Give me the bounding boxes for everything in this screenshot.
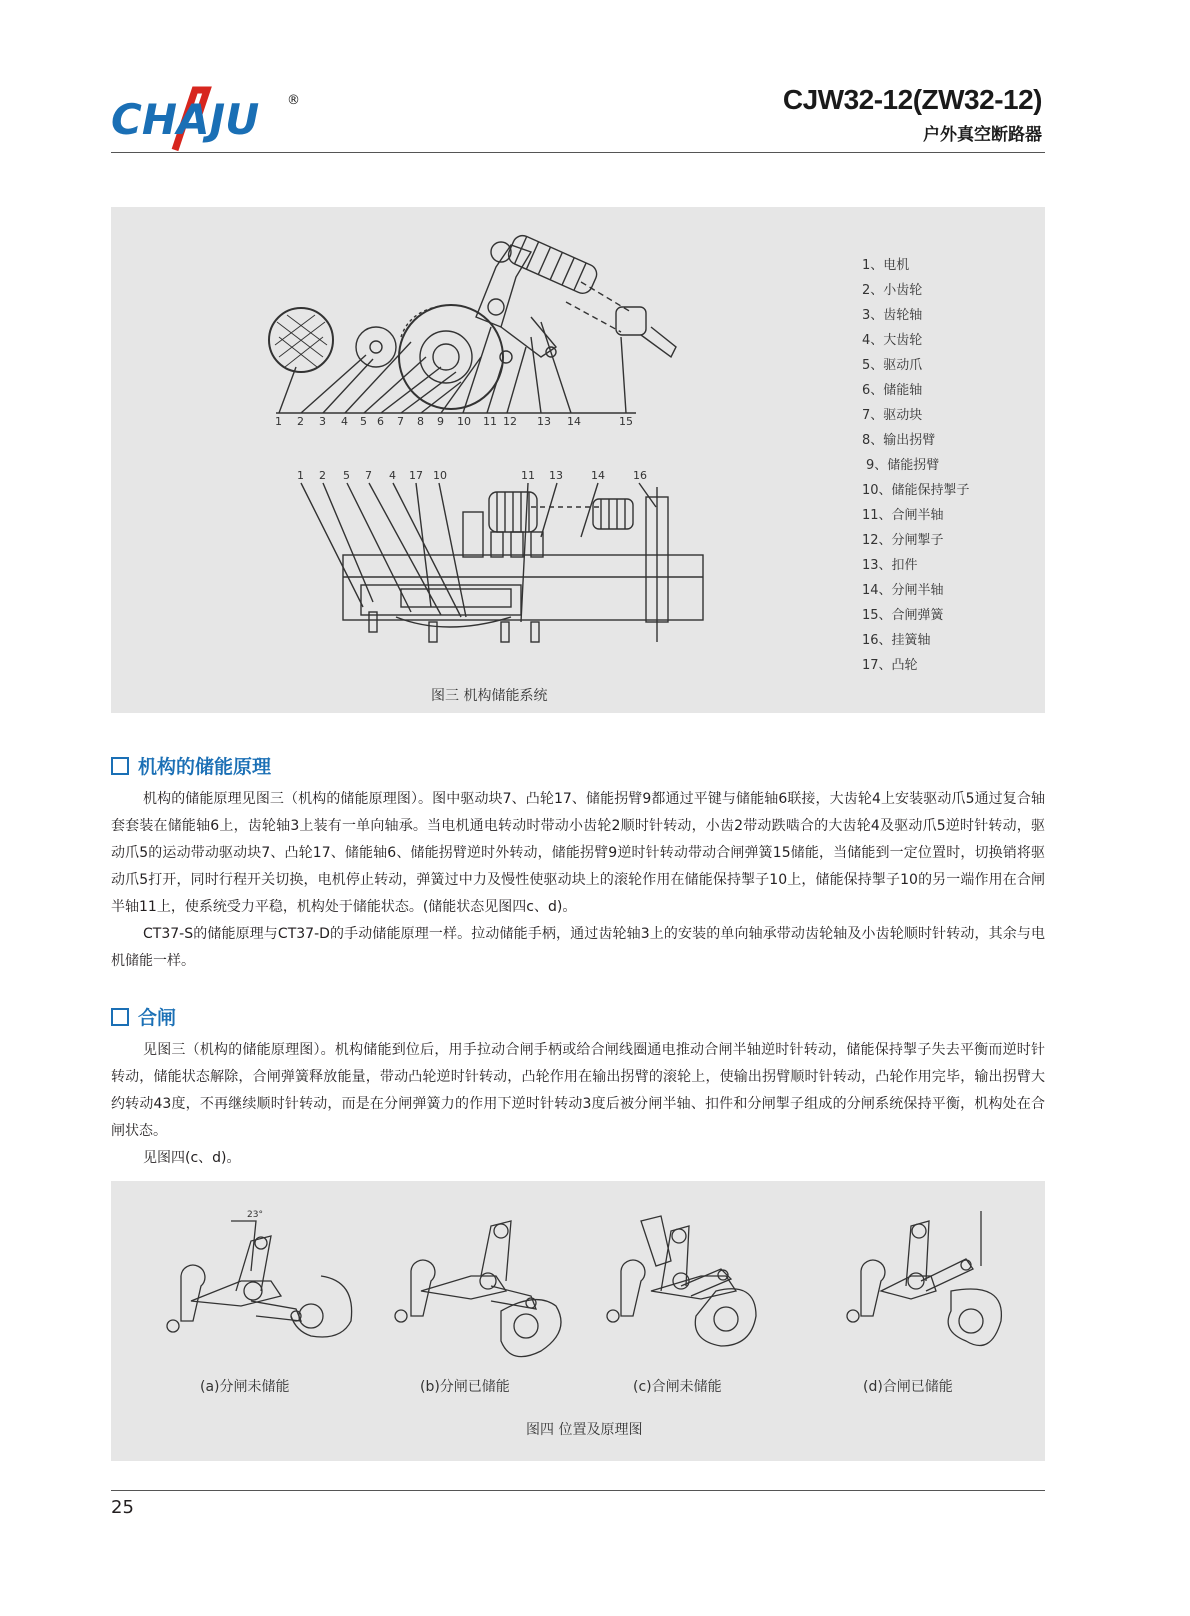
paragraph: CT37-S的储能原理与CT37-D的手动储能原理一样。拉动储能手柄，通过齿轮轴3上的安装的单向轴承带动齿轮轴及小齿轮顺时针转动，其余与电机储能一样。 bbox=[111, 926, 1045, 969]
legend-item: 16、挂簧轴 bbox=[862, 633, 931, 648]
fig3-top-callout: 10 bbox=[457, 415, 471, 428]
fig3-bottom-callout: 2 bbox=[319, 469, 326, 482]
page-number: 25 bbox=[111, 1497, 134, 1518]
fig3-top-callout: 12 bbox=[503, 415, 517, 428]
fig3-bottom-callout: 17 bbox=[409, 469, 423, 482]
fig3-top-callout: 6 bbox=[377, 415, 384, 428]
figure4-subcaption: (c)合闸未储能 bbox=[633, 1379, 722, 1395]
fig3-bottom-callout: 1 bbox=[297, 469, 304, 482]
legend-item: 8、输出拐臂 bbox=[862, 433, 936, 448]
fig3-top-callout: 15 bbox=[619, 415, 633, 428]
section-heading-closing bbox=[111, 1003, 176, 1030]
legend-item: 7、驱动块 bbox=[862, 408, 923, 423]
legend-item: 3、齿轮轴 bbox=[862, 308, 923, 323]
footer-divider bbox=[111, 1490, 1045, 1491]
square-bullet-icon bbox=[111, 757, 129, 775]
diagram-c bbox=[607, 1216, 756, 1346]
fig3-top-callout: 5 bbox=[360, 415, 367, 428]
section-heading-energy-storage bbox=[111, 752, 271, 779]
angle-label: 23° bbox=[247, 1210, 263, 1220]
legend-item: 13、扣件 bbox=[862, 558, 918, 573]
fig3-bottom-callout: 13 bbox=[549, 469, 563, 482]
fig3-bottom-callout: 4 bbox=[389, 469, 396, 482]
figure4-subcaption: (b)分闸已储能 bbox=[420, 1379, 510, 1395]
header-divider bbox=[111, 152, 1045, 153]
diagram-b bbox=[395, 1221, 561, 1357]
section-title-text: 合闸 bbox=[138, 1007, 177, 1029]
fig3-bottom-callout: 10 bbox=[433, 469, 447, 482]
legend-item: 12、分闸掣子 bbox=[862, 533, 944, 548]
legend-item: 2、小齿轮 bbox=[862, 283, 923, 298]
square-bullet-icon bbox=[111, 1008, 129, 1026]
fig3-top-callout: 7 bbox=[397, 415, 404, 428]
fig3-top-callout: 3 bbox=[319, 415, 326, 428]
legend-item: 9、储能拐臂 bbox=[866, 458, 940, 473]
chaju-logo bbox=[111, 84, 311, 154]
legend-item: 5、驱动爪 bbox=[862, 358, 923, 373]
fig3-top-callout: 2 bbox=[297, 415, 304, 428]
legend-item: 4、大齿轮 bbox=[862, 333, 923, 348]
fig3-bottom-callout: 11 bbox=[521, 469, 535, 482]
legend-item: 1、电机 bbox=[862, 258, 910, 273]
paragraph: 机构的储能原理见图三（机构的储能原理图）。图中驱动块7、凸轮17、储能拐臂9都通过平键与储能轴6联接，大齿轮4上安装驱动爪5通过复合轴套套装在储能轴6上，齿轮轴3上装有一单向轴承。当电机通电转动时带动小齿轮2顺时针转动，小齿2带动跌啮合的大齿轮4及驱动爪5逆时针转动，驱动爪5的运动带动驱动块7、凸轮17、储能轴6、储能拐臂逆时外转动，储能拐臂9逆时针转动带动合闸弹簧15储能，当储能到一定位置时，切换销将驱动爪5打开，同时行程开关切换，电机停止转动，弹簧过中力及慢性使驱动块上的滚轮作用在储能保持掣子10上，储能保持掣子10的另一端作用在合闸半轴11上，使系统受力平稳，机构处于储能状态。(储能状态见图四c、d)。 bbox=[111, 791, 1045, 915]
fig3-bottom-callout: 7 bbox=[365, 469, 372, 482]
diagram-d bbox=[847, 1211, 1001, 1346]
fig3-top-callout: 1 bbox=[275, 415, 282, 428]
figure4-caption: 图四 位置及原理图 bbox=[526, 1422, 643, 1438]
figure4-panel bbox=[111, 1181, 1045, 1461]
legend-item: 14、分闸半轴 bbox=[862, 583, 944, 598]
figure3-panel bbox=[111, 207, 1045, 713]
paragraph: 见图三（机构的储能原理图）。机构储能到位后，用手拉动合闸手柄或给合闸线圈通电推动合闸半轴逆时针转动，储能保持掣子失去平衡而逆时针转动，储能状态解除，合闸弹簧释放能量，带动凸轮逆时针转动，凸轮作用在输出拐臂的滚轮上，使输出拐臂顺时针转动，凸轮作用完毕，输出拐臂大约转动43度，不再继续顺时针转动，而是在分闸弹簧力的作用下逆时针转动3度后被分闸半轴、扣件和分闸掣子组成的分闸系统保持平衡，机构处在合闸状态。 bbox=[111, 1042, 1045, 1139]
fig3-top-callout: 13 bbox=[537, 415, 551, 428]
fig3-bottom-callout: 5 bbox=[343, 469, 350, 482]
figure4-subcaption: (a)分闸未储能 bbox=[200, 1379, 290, 1395]
logo-brand-text: CHAJU bbox=[111, 95, 260, 144]
fig3-top-callout: 4 bbox=[341, 415, 348, 428]
figure3-caption: 图三 机构储能系统 bbox=[431, 688, 548, 704]
registered-mark: ® bbox=[287, 93, 300, 108]
legend-item: 11、合闸半轴 bbox=[862, 508, 944, 523]
figure4-subcaption: (d)合闸已储能 bbox=[863, 1379, 953, 1395]
fig3-top-callout: 9 bbox=[437, 415, 444, 428]
fig3-bottom-callout: 14 bbox=[591, 469, 605, 482]
fig3-bottom-callout: 16 bbox=[633, 469, 647, 482]
legend-item: 6、储能轴 bbox=[862, 383, 923, 398]
fig3-top-callout: 11 bbox=[483, 415, 497, 428]
fig3-top-callout: 8 bbox=[417, 415, 424, 428]
legend-item: 10、储能保持掣子 bbox=[862, 483, 970, 498]
legend-item: 17、凸轮 bbox=[862, 658, 918, 673]
legend-item: 15、合闸弹簧 bbox=[862, 608, 944, 623]
product-model: CJW32-12(ZW32-12) bbox=[782, 84, 1042, 115]
fig3-top-callout: 14 bbox=[567, 415, 581, 428]
section-title-text: 机构的储能原理 bbox=[138, 756, 272, 778]
diagram-a bbox=[167, 1221, 352, 1337]
paragraph: 见图四(c、d)。 bbox=[143, 1150, 241, 1166]
product-name: 户外真空断路器 bbox=[923, 125, 1042, 145]
